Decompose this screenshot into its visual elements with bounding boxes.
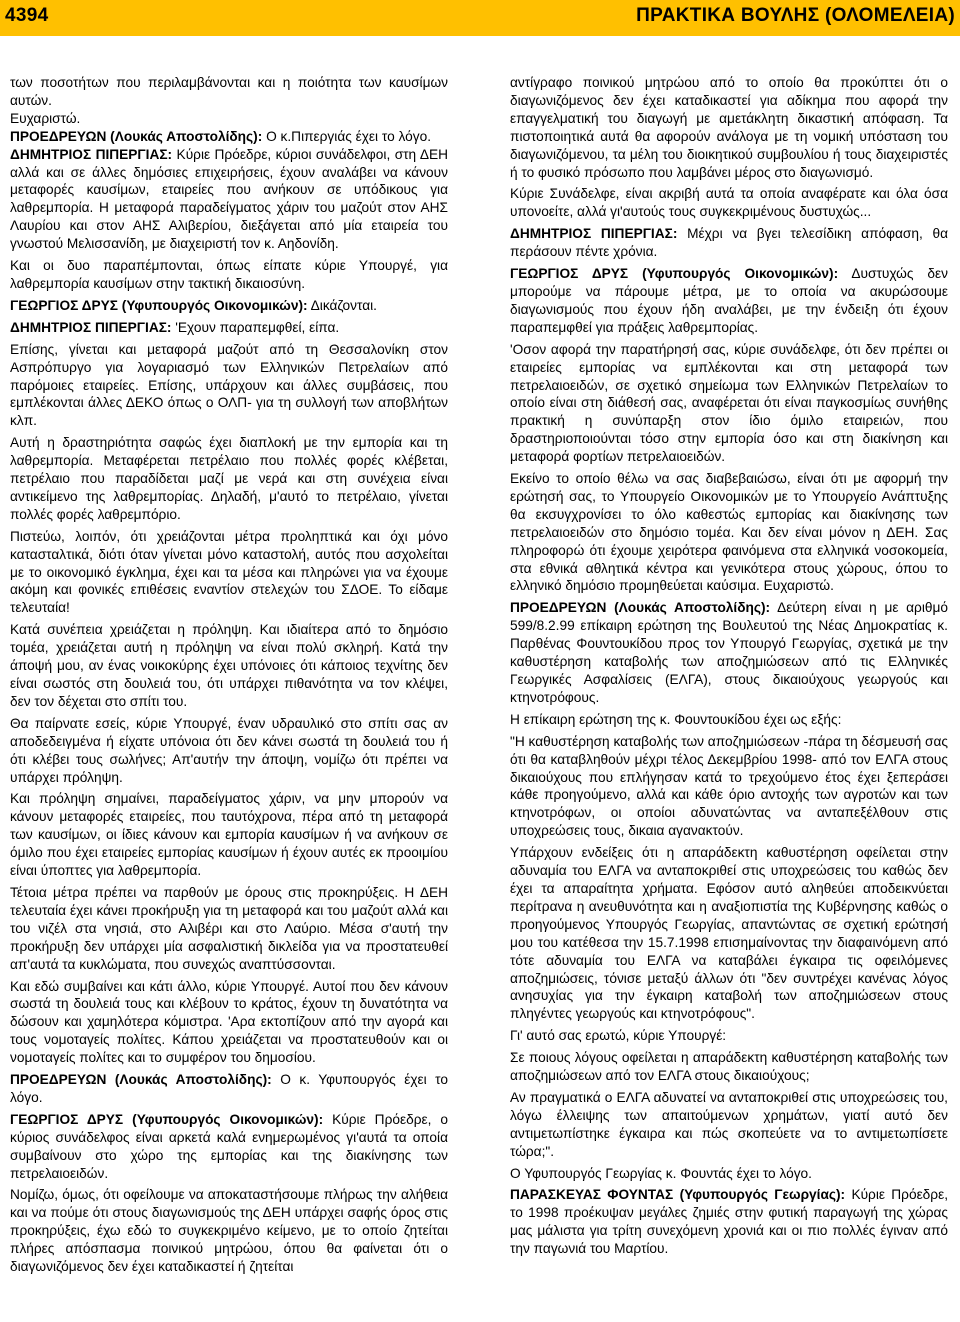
paragraph xyxy=(10,978,448,1068)
paragraph-text: "Η καθυστέρηση καταβολής των αποζημιώσεων -πάρα τη δέσμευσή σας ότι θα καταβληθούν μέχρι τέλος Δεκεμβρίου 1998- από τον ΕΛΓΑ στους δικαιούχους που επλήγησαν κατά το τρεχούμενο έτος έχει ξεπεράσει κάθε προηγούμενο, αλλά και κάθε όριο αντοχής των αγροτών και των κτηνοτρόφων, οι οποίοι αδυνατώντας να ανταπεξέλθουν στις υποχρεώσεις τους, δικαια αγανακτούν. xyxy=(510,733,948,839)
paragraph-text: Κύριε Πρόεδρε, ο κύριος συνάδελφος είναι αρκετά καλά ενημερωμένος γι'αυτά τα οποία συμβαίνουν στο χώρο της εμπορίας και της διακίνησης των πετρελαιοειδών. xyxy=(10,1111,448,1181)
page-header xyxy=(0,0,960,36)
paragraph xyxy=(510,711,948,729)
paragraph xyxy=(510,1089,948,1161)
paragraph-text: Νομίζω, όμως, ότι οφείλουμε να αποκαταστήσουμε πλήρως την αλήθεια και να πούμε ότι στους διαγωνισμούς της ΔΕΗ υπάρχει σαφής όρος στις προκηρύξεις, έχω εδώ το συγκεκριμένο κείμενο, με το οποίο ζητείται πλήρες απόσπασμα ποινικού μητρώου, όπου θα φαίνεται ότι ο διαγωνιζόμενος δεν έχει καταδικαστεί ή ζητείται xyxy=(10,1187,448,1275)
left-column xyxy=(10,74,448,1280)
paragraph xyxy=(510,225,948,261)
paragraph xyxy=(510,1165,948,1183)
paragraph xyxy=(510,74,948,181)
paragraph xyxy=(10,341,448,431)
paragraph-text: Δικάζονται. xyxy=(307,297,377,313)
paragraph-text: Επίσης, γίνεται και μεταφορά μαζούτ από τη Θεσσαλονίκη στον Ασπρόπυργο για λογαριασμό των Ελληνικών Πετρελαίων από παρόμοιες εταιρείες. Επίσης, υπάρχουν και άλλες συμβάσεις, που εμπλέκονται άλλες ΔΕΚΟ όπως ο ΟΛΠ- για τη συλλογή των αποβλήτων κλπ. xyxy=(10,341,448,429)
paragraph xyxy=(510,265,948,337)
paragraph xyxy=(10,1071,448,1107)
paragraph-text: Θα παίρνατε εσείς, κύριε Υπουργέ, έναν υδραυλικό στο σπίτι σας αν αποδεδειγμένα ή είχατε υπόνοια ότι δεν κάνει σωστά τη δουλειά του ή ότι κλέβει τους σωλήνες; Απ'αυτήν την άποψη, νομίζω ότι πρέπει να υπάρχει πρόληψη. xyxy=(10,715,448,785)
paragraph-text: Πιστεύω, λοιπόν, ότι χρειάζονται μέτρα προληπτικά και όχι μόνο κατασταλτικά, διότι όταν γίνεται μόνο καταστολή, αυτός που ασχολείται με το οικονομικό έγκλημα, έχει και τα μέσα και πληρώνει για να έχουμε ακόμη και φονικές επιθέσεις εναντίον στελεχών του ΣΔΟΕ. Το είδαμε τελευταία! xyxy=(10,528,448,616)
speaker-name: ΠΡΟΕΔΡΕΥΩΝ (Λουκάς Αποστολίδης): xyxy=(10,128,263,144)
paragraph-text: 'Οσον αφορά την παρατήρησή σας, κύριε συνάδελφε, ότι δεν πρέπει οι εταιρείες εμπορίας να εμπλέκονται και στη μεταφορά των πετρελαιοειδών, σε σχετικό σημείωμα των Ελληνικών Πετρελαίων το οποίο είναι στη διάθεσή σας, αναφέρεται ότι είναι παγκοσμίως συνήθης πρακτική η συνύπαρξη στον ίδιο όμιλο εταιρειών, που δραστηριοποιούνται τόσο στην εμπορία όσο και στη διακίνηση και μεταφορά φορτίων πετρελαιοειδών. xyxy=(510,341,948,465)
paragraph xyxy=(10,128,448,146)
paragraph xyxy=(10,74,448,110)
paragraph-text: Αν πραγματικά ο ΕΛΓΑ αδυνατεί να ανταποκριθεί στις υποχρεώσεις του, λόγω έλλειψης των απαιτούμενων χρημάτων, γιατί αυτό δεν αντιμετωπίστηκε έγκαιρα και πώς σκοπεύετε να το αντιμετωπίσετε τώρα;". xyxy=(510,1089,948,1159)
paragraph-text: 'Εχουν παραπεμφθεί, είπα. xyxy=(171,319,340,335)
paragraph xyxy=(10,146,448,253)
speaker-name: ΔΗΜΗΤΡΙΟΣ ΠΙΠΕΡΓΙΑΣ: xyxy=(510,226,678,242)
paragraph-text: Δεύτερη είναι η με αριθμό 599/8.2.99 επίκαιρη ερώτηση της Βουλευτού της Νέας Δημοκρατίας κ. Παρθένας Φουντουκίδου προς τον Υπουργό Γεωργίας, σχετικά με την καθυστέρηση καταβολής των αποζημιώσεων από τις Ελληνικές Γεωργικές Ασφαλίσεις (ΕΛΓΑ), στους δικαιούχους γεωργούς και κτηνοτρόφους. xyxy=(510,600,948,705)
paragraph-text: Μέχρι να βγει τελεσίδικη απόφαση, θα περάσουν πέντε χρόνια. xyxy=(510,226,949,260)
paragraph-text: Κύριε Συνάδελφε, είναι ακριβή αυτά τα οποία αναφέρατε και όλα όσα υπονοείτε, αλλά γι'αυτούς τους συγκεκριμένους δυστυχώς... xyxy=(510,186,948,220)
paragraph-text: Ο κ. Υφυπουργός έχει το λόγο. xyxy=(10,1072,448,1105)
paragraph-text: Και οι δυο παραπέμπονται, όπως είπατε κύριε Υπουργέ, για λαθρεμπορία καυσίμων στην τακτική δικαιοσύνη. xyxy=(10,258,448,291)
paragraph-text: Υπάρχουν ενδείξεις ότι η απαράδεκτη καθυστέρηση οφείλεται στην αδυναμία του ΕΛΓΑ να ανταποκριθεί στις υποχρεώσεις του καθώς δεν έχει τα απαραίτητα χρήματα. Εφόσον αυτό αληθεύει αποδεικνύεται περίτρανα η ανευθυνότητα και η αναξιοπιστία της Κυβέρνησης καθώς ο προηγούμενος Υπουργός Γεωργίας, απαντώντας σε σχετική ερώτησή μου του κατέθεσα την 15.7.1998 επισημαίνοντας την διαφαινόμενη από τότε αδυναμία του ΕΛΓΑ να καταβάλει έγκαιρα τις οφειλόμενες αποζημιώσεις, τόνισε μεταξύ άλλων ότι "δεν συντρέχει κανένας λόγος ανησυχίας για την έγκαιρη καταβολή των αποζημιώσεων στους πληγέντες γεωργούς και κτηνοτρόφους". xyxy=(510,845,948,1022)
page-number: 4394 xyxy=(5,5,49,26)
speaker-name: ΓΕΩΡΓΙΟΣ ΔΡΥΣ (Υφυπουργός Οικονομικών): xyxy=(10,1111,324,1127)
paragraph xyxy=(510,185,948,221)
paragraph-text: Δυστυχώς δεν μπορούμε να πάρουμε μέτρα, με το οποία να ακυρώσουμε διαγωνισμούς που έχουν ήδη αναλάβει, με την ένδειξη ότι έχουν παραπεμφθεί για πράξεις λαθρεμπορίας. xyxy=(510,266,948,335)
paragraph xyxy=(10,1186,448,1276)
paragraph xyxy=(10,715,448,787)
document-title: ΠΡΑΚΤΙΚΑ ΒΟΥΛΗΣ (ΟΛΟΜΕΛΕΙΑ) xyxy=(636,5,955,26)
speaker-name: ΠΑΡΑΣΚΕΥΑΣ ΦΟΥΝΤΑΣ (Υφυπουργός Γεωργίας): xyxy=(510,1187,846,1203)
paragraph xyxy=(510,733,948,840)
paragraph-text: Ο κ.Πιπεργιάς έχει το λόγο. xyxy=(262,128,432,144)
paragraph xyxy=(10,110,448,128)
paragraph xyxy=(10,319,448,337)
paragraph xyxy=(10,434,448,524)
paragraph xyxy=(510,844,948,1023)
paragraph xyxy=(10,790,448,880)
paragraph-text: αντίγραφο ποινικού μητρώου από το οποίο θα προκύπτει ότι ο διαγωνιζόμενος δεν έχει καταδικαστεί για αδίκημα που αφορά την επαγγελματική του διαγωγή με αμετάκλητη δικαστική απόφαση. Τα πιστοποιητικά αυτά θα αφορούν ανάλογα με τη νομική υπόσταση του διαγωνιζόμενου, τα μέλη του διοικητικού συμβουλίου ή τους διαχειριστές ή το φυσικό πρόσωπο που λαμβάνει μέρος στο διαγωνισμό. xyxy=(510,75,948,180)
paragraph xyxy=(10,884,448,974)
paragraph xyxy=(510,1049,948,1085)
paragraph-text: Ο Υφυπουργός Γεωργίας κ. Φουντάς έχει το λόγο. xyxy=(510,1165,812,1181)
paragraph-text: Και πρόληψη σημαίνει, παραδείγματος χάριν, να μην μπορούν να κάνουν μεταφορές εταιρείες, που ταυτόχρονα, πέρα από τη μεταφορά των καυσίμων, οι ίδιες κάνουν και εμπορία καυσίμων ή να ανήκουν σε όμιλο που έχει εταιρείες εμπορίας καυσίμων ή έχουν αυτές εκ προοιμίου είναι ύποπτες για λαθρεμπορία. xyxy=(10,791,448,879)
speaker-name: ΔΗΜΗΤΡΙΟΣ ΠΙΠΕΡΓΙΑΣ: xyxy=(10,146,173,162)
paragraph-text: Ευχαριστώ. xyxy=(10,110,81,126)
paragraph-text: Εκείνο το οποίο θέλω να σας διαβεβαιώσω, είναι ότι με αφορμή την ερώτησή σας, το Υπουργείο Οικονομικών με το Υπουργείο Ανάπτυξης θα εκσυγχρονίσει το όλο καθεστώς εμπορίας και διακίνησης των πετρελαιοειδών στο δημόσιο τομέα. Και δεν είναι μόνον η ΔΕΗ. Σας πληροφορώ ότι έχουμε χειρότερα φαινόμενα στα ελληνικά νοσοκομεία, στα εθνικά αθλητικά κέντρα και γενικότερα στους χώρους, όπου το ελληνικό δημόσιο προμηθεύεται καύσιμα. Ευχαριστώ. xyxy=(510,471,948,594)
paragraph-text: Τέτοια μέτρα πρέπει να παρθούν με όρους στις προκηρύξεις. Η ΔΕΗ τελευταία έχει κάνει προκήρυξη για τη μεταφορά και του μαζούτ αλλά και του νιζέλ στα νησιά, στο Αλιβέρι και στο Λαύριο. Μέσα σ'αυτή την προκήρυξη δεν υπάρχει μία ασφαλιστική δικλείδα για να προστατευθεί απ'αυτά τα κυκλώματα, που συνεχώς αναπτύσσονται. xyxy=(10,884,448,972)
paragraph xyxy=(10,1111,448,1183)
paragraph-text: Γι' αυτό σας ερωτώ, κύριε Υπουργέ: xyxy=(510,1028,727,1044)
paragraph-text: Και εδώ συμβαίνει και κάτι άλλο, κύριε Υπουργέ. Αυτοί που δεν κάνουν σωστά τη δουλειά τους και κλέβουν το κράτος, έχουν τη δυνατότητα να δώσουν και χαμηλότερα κόμιστρα. 'Αρα εκτοπίζουν από την αγορά και τους νομοταγείς πολίτες. Κάπου χρειάζεται να προστατευθούν και οι νομοταγείς πολίτες και το συμφέρον του δημοσίου. xyxy=(10,978,448,1066)
speaker-name: ΔΗΜΗΤΡΙΟΣ ΠΙΠΕΡΓΙΑΣ: xyxy=(10,319,172,335)
speaker-name: ΠΡΟΕΔΡΕΥΩΝ (Λουκάς Αποστολίδης): xyxy=(10,1072,272,1088)
paragraph xyxy=(510,1027,948,1045)
right-column xyxy=(510,74,948,1262)
paragraph xyxy=(510,341,948,466)
paragraph xyxy=(510,599,948,706)
paragraph xyxy=(510,470,948,595)
paragraph xyxy=(10,528,448,618)
speaker-name: ΓΕΩΡΓΙΟΣ ΔΡΥΣ (Υφυπουργός Οικονομικών): xyxy=(510,266,839,282)
paragraph-text: Αυτή η δραστηριότητα σαφώς έχει διαπλοκή με την εμπορία και τη λαθρεμπορία. Μεταφέρεται πετρέλαιο που πολλές φορές κλέβεται, πετρέλαιο που παραδίδεται μαζί με νερά και στη συνέχεια είναι αντικείμενο της λαθρεμπορίας. Δηλαδή, μ'αυτό το πετρέλαιο, γίνεται πολλές φορές λαθρεμπόριο. xyxy=(10,435,448,522)
speaker-name: ΠΡΟΕΔΡΕΥΩΝ (Λουκάς Αποστολίδης): xyxy=(510,600,771,616)
paragraph-text: των ποσοτήτων που περιλαμβάνονται και η ποιότητα των καυσίμων αυτών. xyxy=(10,75,448,108)
paragraph xyxy=(10,297,448,315)
paragraph-text: Κατά συνέπεια χρειάζεται η πρόληψη. Και ιδιαίτερα από το δημόσιο τομέα, χρειάζεται αυτή η πρόληψη να είναι πολύ σκληρή. Κατά την άποψή μου, αν ένας νοικοκύρης έχει υπόνοιες ότι κάποιος τεχνίτης δεν είναι σωστός στη δουλειά του, ότι υπάρχει πιθανότητα να τον κλέψει, δεν τον δέχεται στο σπίτι του. xyxy=(10,622,448,709)
paragraph-text: Σε ποιους λόγους οφείλεται η απαράδεκτη καθυστέρηση καταβολής των αποζημιώσεων από τον ΕΛΓΑ στους δικαιούχους; xyxy=(510,1050,948,1084)
paragraph xyxy=(10,257,448,293)
paragraph-text: Κύριε Πρόεδρε, το 1998 προέκυψαν μεγάλες ζημιές στην φυτική παραγωγή της χώρας μας μάλιστα για τρίτη συνεχόμενη χρονιά και οι πιο πολλές έγιναν από την παγωνιά του Μαρτίου. xyxy=(510,1187,948,1257)
paragraph-text: Η επίκαιρη ερώτηση της κ. Φουντουκίδου έχει ως εξής: xyxy=(510,711,842,727)
paragraph xyxy=(510,1186,948,1258)
paragraph-text: Κύριε Πρόεδρε, κύριοι συνάδελφοι, στη ΔΕΗ αλλά και σε άλλες δημόσιες επιχειρήσεις, έχουν αναλάβει να κάνουν μεταφορές καυσίμων, εταιρείες που ανήκουν σε υπόδικους για λαθρεμπορία. Η μεταφορά παραδείγματος χάριν του μαζούτ στον ΑΗΣ Λαυρίου και στον ΑΗΣ Αλιβερίου, διεξάγεται από μία εταιρεία του γνωστού Μελισσανίδη, με διαχειριστή τον κ. Αηδονίδη. xyxy=(10,146,449,252)
speaker-name: ΓΕΩΡΓΙΟΣ ΔΡΥΣ (Υφυπουργός Οικονομικών): xyxy=(10,297,308,313)
paragraph xyxy=(10,621,448,711)
